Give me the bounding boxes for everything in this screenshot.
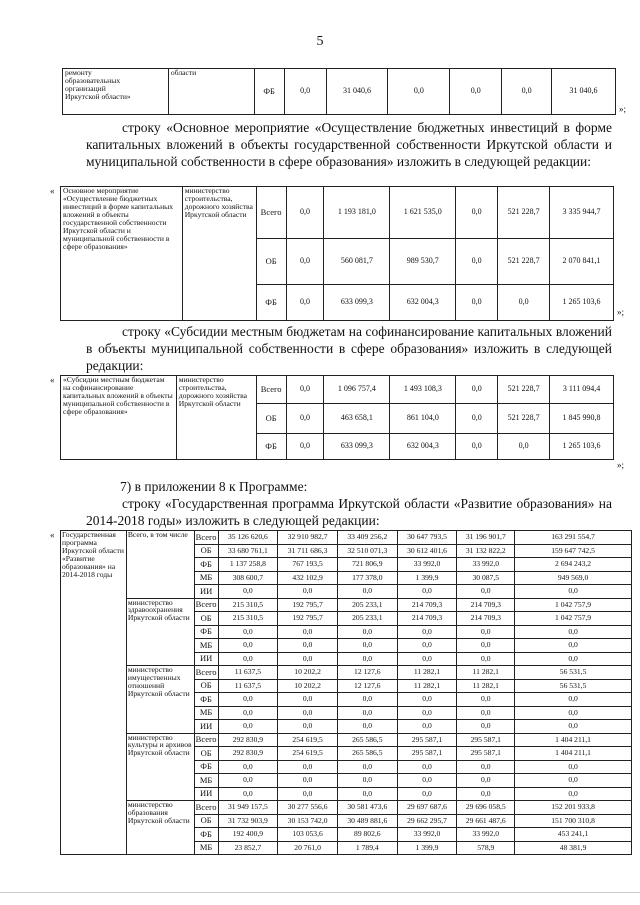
value-cell: 1 265 103,6 — [550, 434, 614, 460]
value-cell: 632 004,3 — [390, 434, 456, 460]
value-cell: 578,9 — [457, 841, 515, 855]
value-cell: 453 241,1 — [515, 828, 632, 842]
executor-cell: министерство строительства, дорожного хозяйства Иркутской области — [182, 187, 256, 321]
measure-name-cell: Основное мероприятие «Осуществление бюджетных инвестиций в форме капитальных вложений в объекты государственной собственности Иркутской области и муниципальной собственности в сфере образования» — [61, 187, 183, 321]
value-cell: 0,0 — [286, 187, 324, 239]
value-cell: 10 202,2 — [278, 679, 338, 693]
value-cell: 0,0 — [397, 706, 457, 720]
table-row — [61, 733, 632, 747]
value-cell: 0,0 — [515, 774, 632, 788]
value-cell: 0,0 — [457, 652, 515, 666]
value-cell: 29 662 295,7 — [397, 814, 457, 828]
value-cell: 0,0 — [397, 625, 457, 639]
value-cell: 0,0 — [457, 720, 515, 734]
table-row — [61, 187, 614, 239]
value-cell: 521 228,7 — [498, 187, 550, 239]
value-cell: 0,0 — [337, 693, 397, 707]
value-cell: 1 096 757,4 — [324, 376, 390, 404]
value-cell: 0,0 — [337, 639, 397, 653]
value-cell: 0,0 — [278, 760, 338, 774]
paragraph-investments: строку «Основное мероприятие «Осуществление бюджетных инвестиций в форме капитальных вложений в объекты государственной собственности Иркутской области и муниципальной собственности в сфере образования» изложить в следующей редакции: — [86, 120, 612, 169]
value-cell: 0,0 — [397, 652, 457, 666]
source-cell: ОБ — [256, 239, 286, 285]
value-cell: 0,0 — [218, 639, 278, 653]
value-cell: 30 489 881,6 — [337, 814, 397, 828]
value-cell: 0,0 — [457, 585, 515, 599]
value-cell: 521 228,7 — [498, 404, 550, 434]
value-cell: 1 789,4 — [337, 841, 397, 855]
source-cell: ФБ — [256, 285, 286, 321]
value-cell: 560 081,7 — [324, 239, 390, 285]
value-cell: 0,0 — [278, 652, 338, 666]
value-cell: 11 282,1 — [457, 679, 515, 693]
paragraph-appendix8: 7) в приложении 8 к Программе: — [120, 479, 308, 494]
value-cell: 31 196 901,7 — [457, 531, 515, 545]
value-cell: 292 830,9 — [218, 733, 278, 747]
value-cell: 192 400,9 — [218, 828, 278, 842]
value-cell: 1 137 258,8 — [218, 558, 278, 572]
value-cell: 254 619,5 — [278, 747, 338, 761]
value-cell: 1 845 990,8 — [550, 404, 614, 434]
value-cell: 215 310,5 — [218, 612, 278, 626]
table-state-program — [60, 530, 632, 855]
value-cell: 1 493 108,3 — [390, 376, 456, 404]
closing-quote-2: »; — [617, 307, 625, 317]
value-cell: 1 404 211,1 — [515, 733, 632, 747]
value-cell: 295 587,1 — [457, 747, 515, 761]
value-cell: 1 265 103,6 — [550, 285, 614, 321]
value-cell: 29 696 058,5 — [457, 801, 515, 815]
value-cell: 633 099,3 — [324, 434, 390, 460]
source-cell: ОБ — [194, 814, 218, 828]
value-cell: 767 193,5 — [278, 558, 338, 572]
value-cell: 0,0 — [397, 760, 457, 774]
source-cell: ОБ — [194, 747, 218, 761]
value-cell: 30 647 793,5 — [397, 531, 457, 545]
source-cell: МБ — [194, 706, 218, 720]
value-cell: 151 700 310,8 — [515, 814, 632, 828]
value-cell: 0,0 — [286, 434, 324, 460]
value-cell: 0,0 — [457, 625, 515, 639]
value-cell: 521 228,7 — [498, 239, 550, 285]
value-cell: 0,0 — [286, 376, 324, 404]
source-cell: Всего — [194, 801, 218, 815]
value-cell: 0,0 — [218, 585, 278, 599]
value-cell: 949 569,0 — [515, 571, 632, 585]
value-cell: 0,0 — [456, 239, 498, 285]
value-cell: 295 587,1 — [397, 747, 457, 761]
value-cell: 308 600,7 — [218, 571, 278, 585]
value-cell: 3 335 944,7 — [550, 187, 614, 239]
value-cell: 152 201 933,8 — [515, 801, 632, 815]
value-cell: 103 053,6 — [278, 828, 338, 842]
value-cell: 48 381,9 — [515, 841, 632, 855]
value-cell: 30 277 556,6 — [278, 801, 338, 815]
value-cell: 463 658,1 — [324, 404, 390, 434]
value-cell: 0,0 — [218, 760, 278, 774]
value-cell: 0,0 — [337, 720, 397, 734]
value-cell: 56 531,5 — [515, 679, 632, 693]
value-cell: 633 099,3 — [324, 285, 390, 321]
value-cell: 214 709,3 — [457, 612, 515, 626]
value-cell: 0,0 — [286, 285, 324, 321]
value-cell: 0,0 — [450, 69, 502, 115]
value-cell: 32 910 982,7 — [278, 531, 338, 545]
opening-quote-2: « — [50, 186, 55, 196]
value-cell: 31 040,6 — [552, 69, 616, 115]
value-cell: 0,0 — [218, 625, 278, 639]
value-cell: 0,0 — [456, 285, 498, 321]
source-cell: ФБ — [194, 760, 218, 774]
value-cell: 0,0 — [498, 434, 550, 460]
value-cell: 0,0 — [456, 187, 498, 239]
table-row — [61, 666, 632, 680]
page-bottom-rule — [0, 892, 640, 893]
value-cell: 0,0 — [278, 639, 338, 653]
paragraph-program: строку «Государственная программа Иркутской области «Развитие образования» на 2014-2018 годы» изложить в следующей редакции: — [86, 496, 612, 528]
value-cell: 1 399,9 — [397, 571, 457, 585]
source-cell: ИИ — [194, 652, 218, 666]
value-cell: 0,0 — [278, 693, 338, 707]
value-cell: 33 992,0 — [457, 828, 515, 842]
page-number: 5 — [316, 34, 324, 49]
source-cell: ОБ — [256, 404, 286, 434]
value-cell: 31 132 822,2 — [457, 544, 515, 558]
value-cell: 11 637,5 — [218, 666, 278, 680]
value-cell: 0,0 — [515, 787, 632, 801]
value-cell: 177 378,0 — [337, 571, 397, 585]
opening-quote-3: « — [50, 375, 55, 385]
value-cell: 0,0 — [337, 774, 397, 788]
source-cell: Всего — [256, 187, 286, 239]
paragraph-subsidies: строку «Субсидии местным бюджетам на софинансирование капитальных вложений в объекты муниципальной собственности в сфере образования» изложить в следующей редакции: — [86, 324, 612, 373]
value-cell: 163 291 554,7 — [515, 531, 632, 545]
source-cell: ОБ — [194, 544, 218, 558]
value-cell: 0,0 — [278, 774, 338, 788]
value-cell: 11 282,1 — [397, 666, 457, 680]
value-cell: 0,0 — [515, 706, 632, 720]
table-row — [61, 598, 632, 612]
value-cell: 0,0 — [457, 706, 515, 720]
value-cell: 214 709,3 — [397, 598, 457, 612]
value-cell: 3 111 094,4 — [550, 376, 614, 404]
value-cell: 0,0 — [397, 639, 457, 653]
value-cell: 2 694 243,2 — [515, 558, 632, 572]
closing-quote-3: »; — [617, 460, 625, 470]
value-cell: 0,0 — [218, 774, 278, 788]
value-cell: 0,0 — [278, 585, 338, 599]
value-cell: 31 732 903,9 — [218, 814, 278, 828]
source-cell: Всего — [194, 531, 218, 545]
value-cell: 205 233,1 — [337, 598, 397, 612]
table-row — [63, 69, 616, 115]
value-cell: 33 992,0 — [397, 558, 457, 572]
value-cell: 254 619,5 — [278, 733, 338, 747]
value-cell: 31 711 686,3 — [278, 544, 338, 558]
table-subsidies — [60, 375, 614, 460]
value-cell: 0,0 — [397, 774, 457, 788]
value-cell: 0,0 — [278, 706, 338, 720]
value-cell: 0,0 — [498, 285, 550, 321]
table-row — [61, 376, 614, 404]
value-cell: 0,0 — [397, 720, 457, 734]
program-name-cell: Государственная программа Иркутской области «Развитие образования» на 2014-2018 годы — [61, 531, 127, 855]
value-cell: 0,0 — [218, 720, 278, 734]
value-cell: 0,0 — [337, 760, 397, 774]
value-cell: 12 127,6 — [337, 679, 397, 693]
executor-cell: области — [168, 69, 254, 115]
value-cell: 295 587,1 — [457, 733, 515, 747]
source-cell: МБ — [194, 774, 218, 788]
value-cell: 214 709,3 — [397, 612, 457, 626]
measure-name-cell: ремонту образовательных организаций Иркутской области» — [63, 69, 169, 115]
measure-name-cell: «Субсидии местным бюджетам на софинансирование капитальных вложений в объекты муниципальной собственности в сфере образования» — [61, 376, 177, 460]
value-cell: 0,0 — [278, 720, 338, 734]
value-cell: 0,0 — [337, 706, 397, 720]
value-cell: 31 949 157,5 — [218, 801, 278, 815]
value-cell: 0,0 — [456, 404, 498, 434]
value-cell: 0,0 — [337, 625, 397, 639]
value-cell: 32 510 071,3 — [337, 544, 397, 558]
value-cell: 29 697 687,6 — [397, 801, 457, 815]
value-cell: 11 282,1 — [397, 679, 457, 693]
value-cell: 721 806,9 — [337, 558, 397, 572]
executor-cell: министерство здравоохранения Иркутской области — [126, 598, 194, 666]
value-cell: 0,0 — [397, 693, 457, 707]
source-cell: ФБ — [254, 69, 284, 115]
value-cell: 0,0 — [515, 639, 632, 653]
source-cell: ОБ — [194, 612, 218, 626]
value-cell: 0,0 — [515, 760, 632, 774]
value-cell: 0,0 — [284, 69, 326, 115]
source-cell: ОБ — [194, 679, 218, 693]
value-cell: 2 070 841,1 — [550, 239, 614, 285]
executor-cell: Всего, в том числе — [126, 531, 194, 599]
value-cell: 33 992,0 — [397, 828, 457, 842]
source-cell: Всего — [194, 733, 218, 747]
executor-cell: министерство имущественных отношений Иркутской области — [126, 666, 194, 734]
value-cell: 0,0 — [515, 720, 632, 734]
value-cell: 0,0 — [278, 787, 338, 801]
executor-cell: министерство образования Иркутской области — [126, 801, 194, 855]
source-cell: ФБ — [194, 625, 218, 639]
value-cell: 205 233,1 — [337, 612, 397, 626]
value-cell: 30 087,5 — [457, 571, 515, 585]
value-cell: 0,0 — [397, 585, 457, 599]
value-cell: 0,0 — [515, 693, 632, 707]
value-cell: 30 612 401,6 — [397, 544, 457, 558]
value-cell: 30 153 742,0 — [278, 814, 338, 828]
value-cell: 292 830,9 — [218, 747, 278, 761]
value-cell: 0,0 — [456, 376, 498, 404]
value-cell: 35 126 620,6 — [218, 531, 278, 545]
table-school-repair — [62, 68, 616, 115]
value-cell: 0,0 — [456, 434, 498, 460]
value-cell: 159 647 742,5 — [515, 544, 632, 558]
source-cell: ФБ — [194, 693, 218, 707]
value-cell: 1 399,9 — [397, 841, 457, 855]
value-cell: 295 587,1 — [397, 733, 457, 747]
value-cell: 30 581 473,6 — [337, 801, 397, 815]
value-cell: 31 040,6 — [326, 69, 388, 115]
value-cell: 33 992,0 — [457, 558, 515, 572]
value-cell: 0,0 — [278, 625, 338, 639]
value-cell: 1 621 535,0 — [390, 187, 456, 239]
value-cell: 23 852,7 — [218, 841, 278, 855]
value-cell: 0,0 — [397, 787, 457, 801]
value-cell: 861 104,0 — [390, 404, 456, 434]
value-cell: 0,0 — [286, 404, 324, 434]
value-cell: 1 042 757,9 — [515, 612, 632, 626]
value-cell: 0,0 — [457, 693, 515, 707]
value-cell: 10 202,2 — [278, 666, 338, 680]
value-cell: 29 661 487,6 — [457, 814, 515, 828]
source-cell: Всего — [194, 666, 218, 680]
table-row — [61, 531, 632, 545]
table-row — [61, 801, 632, 815]
value-cell: 215 310,5 — [218, 598, 278, 612]
value-cell: 0,0 — [218, 706, 278, 720]
value-cell: 0,0 — [457, 760, 515, 774]
value-cell: 0,0 — [218, 652, 278, 666]
value-cell: 89 802,6 — [337, 828, 397, 842]
value-cell: 11 282,1 — [457, 666, 515, 680]
opening-quote-4: « — [50, 530, 55, 540]
value-cell: 56 531,5 — [515, 666, 632, 680]
value-cell: 11 637,5 — [218, 679, 278, 693]
value-cell: 0,0 — [337, 787, 397, 801]
source-cell: ИИ — [194, 720, 218, 734]
source-cell: МБ — [194, 571, 218, 585]
value-cell: 0,0 — [457, 774, 515, 788]
source-cell: Всего — [256, 376, 286, 404]
value-cell: 192 795,7 — [278, 598, 338, 612]
value-cell: 989 530,7 — [390, 239, 456, 285]
value-cell: 0,0 — [286, 239, 324, 285]
value-cell: 0,0 — [337, 585, 397, 599]
value-cell: 20 761,0 — [278, 841, 338, 855]
value-cell: 432 102,9 — [278, 571, 338, 585]
source-cell: ИИ — [194, 787, 218, 801]
value-cell: 0,0 — [218, 787, 278, 801]
value-cell: 0,0 — [457, 639, 515, 653]
value-cell: 1 193 181,0 — [324, 187, 390, 239]
value-cell: 0,0 — [337, 652, 397, 666]
value-cell: 1 404 211,1 — [515, 747, 632, 761]
value-cell: 12 127,6 — [337, 666, 397, 680]
value-cell: 0,0 — [515, 625, 632, 639]
value-cell: 33 680 761,1 — [218, 544, 278, 558]
value-cell: 1 042 757,9 — [515, 598, 632, 612]
value-cell: 33 409 256,2 — [337, 531, 397, 545]
table-investments — [60, 186, 614, 321]
source-cell: ИИ — [194, 585, 218, 599]
source-cell: ФБ — [194, 558, 218, 572]
source-cell: ФБ — [194, 828, 218, 842]
closing-quote-1: »; — [619, 104, 627, 114]
executor-cell: министерство культуры и архивов Иркутской области — [126, 733, 194, 801]
value-cell: 0,0 — [515, 585, 632, 599]
value-cell: 521 228,7 — [498, 376, 550, 404]
value-cell: 214 709,3 — [457, 598, 515, 612]
value-cell: 632 004,3 — [390, 285, 456, 321]
source-cell: ФБ — [256, 434, 286, 460]
value-cell: 265 586,5 — [337, 747, 397, 761]
value-cell: 0,0 — [388, 69, 450, 115]
value-cell: 0,0 — [457, 787, 515, 801]
source-cell: МБ — [194, 639, 218, 653]
value-cell: 265 586,5 — [337, 733, 397, 747]
value-cell: 0,0 — [502, 69, 552, 115]
value-cell: 0,0 — [515, 652, 632, 666]
value-cell: 0,0 — [218, 693, 278, 707]
value-cell: 192 795,7 — [278, 612, 338, 626]
executor-cell: министерство строительства, дорожного хозяйства Иркутской области — [176, 376, 256, 460]
source-cell: Всего — [194, 598, 218, 612]
source-cell: МБ — [194, 841, 218, 855]
